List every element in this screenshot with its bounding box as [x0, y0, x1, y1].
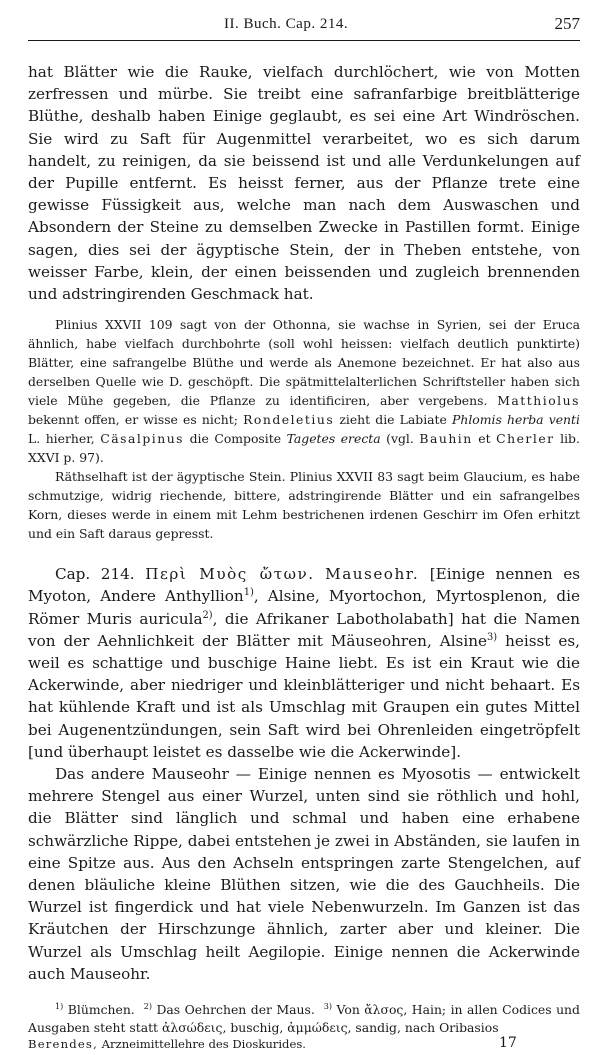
- commentary-notes: [28, 315, 580, 543]
- footnote-ref-1: 1): [243, 587, 254, 599]
- commentary-note-stone: Räthselhaft ist der ägyptische Stein. Plinius XXVII 83 sagt beim Glaucium, es habe schmutzige, widrig riechende, bittere, adstringirende Blätter und ein safrangelbes Korn, dieses werde in einem mit Lehm bestrichenen irdenen Geschirr im Ofen erhitzt und ein Saft daraus gepresst.: [28, 469, 580, 542]
- footer-author: Berendes,: [28, 1037, 98, 1052]
- chapter-214: [28, 563, 580, 985]
- footnotes: [28, 1001, 580, 1037]
- greek-title: Περὶ Μυὸς ὤτων.: [145, 565, 315, 584]
- footnote-text: $^{1)}$ Blümchen. $^{2)}$ Das Oehrchen der Maus. $^{3)}$ Von ἄλσος, Hain; in allen Codices und Ausgaben steht statt ἀλσώδεις, buschig, ἀμμώδεις, sandig, nach Oribasios: [28, 1001, 580, 1036]
- name-rondeletius: Rondeletius: [243, 412, 335, 428]
- taxon-tagetes: Tagetes erecta: [286, 431, 381, 447]
- chapter-label: Cap. 214.: [55, 565, 135, 584]
- taxon-phlomis: Phlomis herba venti: [452, 412, 580, 428]
- page-number: 257: [554, 14, 580, 33]
- footer-work: Arzneimittellehre des Dioskurides.: [101, 1037, 306, 1052]
- footnote-ref-2: 2): [202, 609, 213, 621]
- signature-mark: 17: [499, 1035, 517, 1052]
- chapter-paragraph-2: Das andere Mauseohr — Einige nennen es Myosotis — entwickelt mehrere Stengel aus einer Wurzel, unten sind sie röthlich und hohl, die Blätter sind länglich und schmal und haben eine erhabene schwärzliche Rippe, dabei entstehen je zwei in Abständen, sie laufen in eine Spitze aus. Aus den Achseln entspringen zarte Stengelchen, auf denen bläuliche kleine Blüthen sitzen, wie die des Gauchheils. Die Wurzel ist fingerdick und hat viele Nebenwurzeln. Im Ganzen ist das Kräutchen der Hirschzunge ähnlich, zarter aber und kleiner. Die Wurzel als Umschlag heilt Aegilopie. Einige nennen die Ackerwinde auch Mauseohr.: [28, 765, 580, 983]
- page-body: [28, 61, 580, 1055]
- signature-line: [28, 1037, 580, 1055]
- continuation-paragraph: hat Blätter wie die Rauke, vielfach durchlöchert, wie von Motten zerfressen und mürbe. Sie treibt eine safranfarbige breitblätterige Blüthe, deshalb haben Einige geglaubt, es sei eine Art Windröschen. Sie wird zu Saft für Augenmittel verarbeitet, wo es sich darum handelt, zu reinigen, da sie beissend ist und alle Verdunkelungen auf der Pupille entfernt. Es heisst ferner, aus der Pflanze trete eine gewisse Füssigkeit aus, welche man nach dem Auswaschen und Absondern der Steine zu demselben Zwecke in Pastillen formt. Einige sagen, dies sei der ägyptische Stein, der in Theben entstehe, von weisser Farbe, klein, der einen beissenden und zugleich brennenden und adstringirenden Geschmack hat.: [28, 63, 580, 304]
- running-title: II. Buch. Cap. 214.: [224, 16, 349, 32]
- chapter-title: Mauseohr.: [325, 565, 420, 584]
- book-page: [28, 12, 580, 1055]
- name-cherler: Cherler: [496, 431, 555, 447]
- footnote-ref-3: 3): [486, 631, 498, 643]
- commentary-note-othonna: Plinius XXVII 109 sagt von der Othonna, sie wachse in Syrien, sei der Eruca ähnlich, habe vielfach durchbohrte (soll wohl heissen: vielfach deutlich punktirte) Blätter, eine safrangelbe Blüthe und werde als Anemone bezeichnet. Er hat also aus derselben Quelle wie D. geschöpft. Die spätmittelalterlichen Schriftsteller haben sich viele Mühe gegeben, die Pflanze zu identificiren, aber vergebens. Matthiolus bekennt offen, er wisse es nicht; Rondeletius zieht die Labiate Phlomis herba venti L. hierher, Cäsalpinus die Composite Tagetes erecta (vgl. Bauhin et Cherler lib. XXVI p. 97).: [28, 317, 580, 466]
- name-caesalpinus: Cäsalpinus: [100, 431, 185, 447]
- name-matthiolus: Matthiolus: [497, 393, 580, 409]
- page-header: [28, 12, 580, 41]
- name-bauhin: Bauhin: [419, 431, 473, 447]
- chapter-paragraph-1: Cap. 214. Περὶ Μυὸς ὤτων. Mauseohr. [Einige nennen es Myoton, Andere Anthyllion$^{1)}$, Alsine, Myortochon, Myrtosplenon, die Römer Muris auricula$^{2)}$, die Afrikaner Labotholabath] hat die Namen von der Aehnlichkeit der Blätter mit Mäuseohren, Alsine$^{3)}$ heisst es, weil es schattige und buschige Haine liebt. Es ist ein Kraut wie die Ackerwinde, aber niedriger und kleinblätteriger und nicht behaart. Es hat kühlende Kraft und ist als Umschlag mit Graupen ein gutes Mittel bei Augenentzündungen, sein Saft wird bei Ohrenleiden eingetröpfelt [und überhaupt leistet es dasselbe wie die Ackerwinde].: [28, 565, 581, 761]
